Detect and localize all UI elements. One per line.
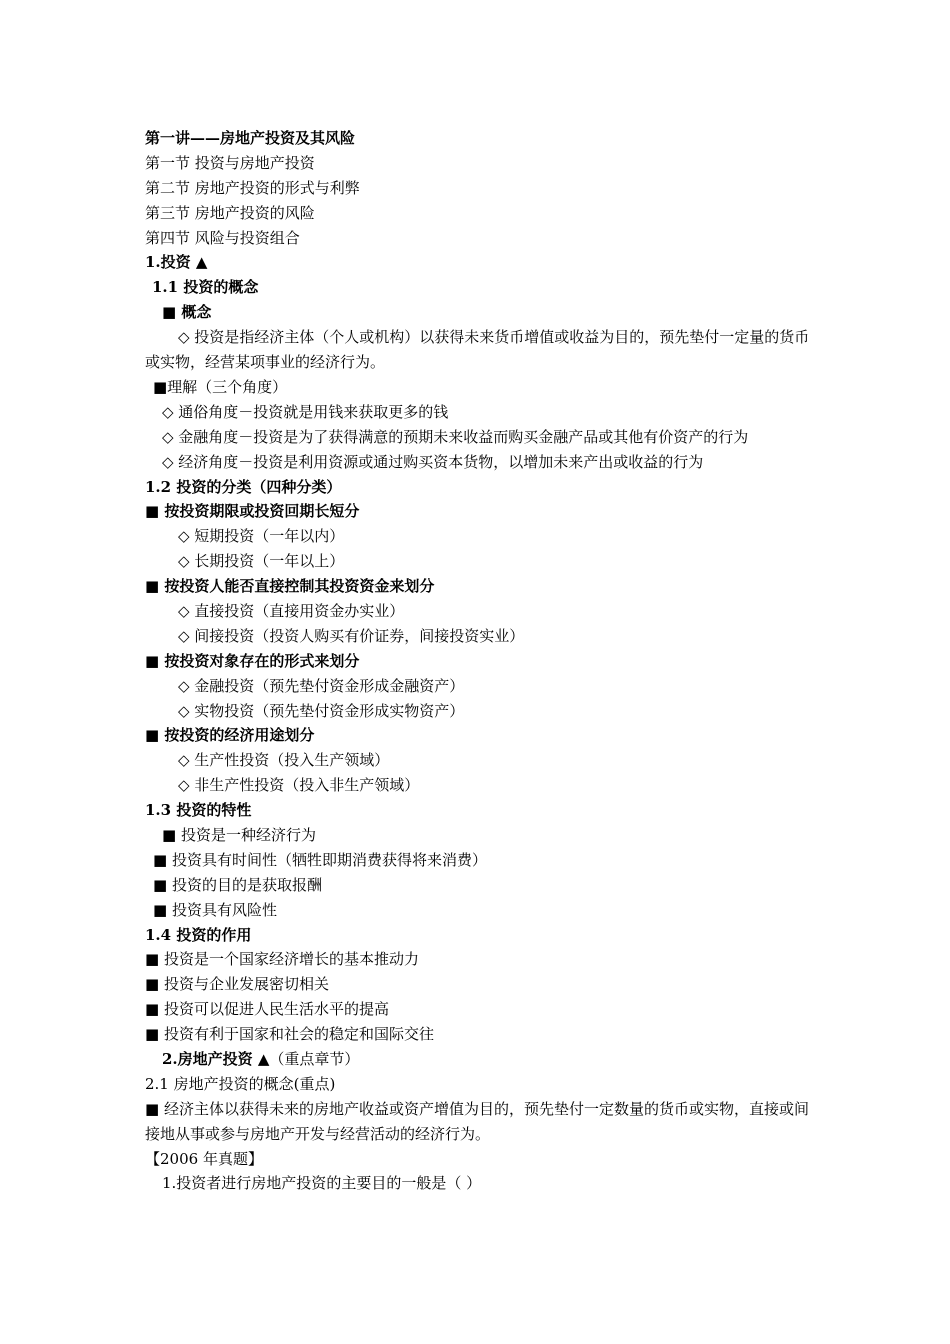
characteristic-item: ■ 投资具有风险性 [153, 900, 277, 919]
heading-1: 1.投资 ▲ [145, 253, 208, 272]
classification-item: ◇ 直接投资（直接用资金办实业） [178, 601, 405, 620]
exam-tag: 【2006 年真题】 [145, 1149, 263, 1168]
re-concept-paragraph: ■ 经济主体以获得未来的房地产收益或资产增值为目的，预先垫付一定数量的货币或实物，直接或间接地从事或参与房地产开发与经营活动的经济行为。 [145, 1099, 809, 1143]
classification-title: ■ 按投资人能否直接控制其投资资金来划分 [145, 577, 435, 596]
classification-item: ◇ 生产性投资（投入生产领域） [178, 751, 390, 770]
understanding-item: ◇ 金融角度－投资是为了获得满意的预期未来收益而购买金融产品或其他有价资产的行为 [162, 427, 749, 446]
understanding-heading: ■理解（三个角度） [153, 377, 288, 396]
understanding-item: ◇ 通俗角度－投资就是用钱来获取更多的钱 [162, 402, 449, 421]
classification-title: ■ 按投资的经济用途划分 [145, 726, 315, 745]
classification-item: ◇ 长期投资（一年以上） [178, 552, 345, 571]
characteristic-item: ■ 投资具有时间性（牺牲即期消费获得将来消费） [153, 850, 487, 869]
heading-2 [145, 1047, 825, 1072]
classification-title: ■ 按投资期限或投资回期长短分 [145, 502, 360, 521]
classification-item: ◇ 非生产性投资（投入非生产领域） [178, 776, 420, 795]
exam-question: 1.投资者进行房地产投资的主要目的一般是（ ） [162, 1174, 482, 1193]
concept-paragraph: ◇ 投资是指经济主体（个人或机构）以获得未来货币增值或收益为目的，预先垫付一定量的货币或实物，经营某项事业的经济行为。 [145, 328, 810, 372]
classification-title: ■ 按投资对象存在的形式来划分 [145, 651, 360, 670]
heading-2-title: 2.房地产投资 ▲ [162, 1050, 270, 1068]
heading-1-3: 1.3 投资的特性 [145, 801, 252, 820]
classification-item: ◇ 实物投资（预先垫付资金形成实物资产） [178, 701, 465, 720]
role-item: ■ 投资是一个国家经济增长的基本推动力 [145, 950, 419, 969]
classification-item: ◇ 短期投资（一年以内） [178, 527, 345, 546]
section-line: 第四节 风险与投资组合 [145, 228, 300, 247]
heading-1-2: 1.2 投资的分类（四种分类） [145, 477, 342, 496]
classification-item: ◇ 间接投资（投资人购买有价证券，间接投资实业） [178, 626, 525, 645]
role-item: ■ 投资可以促进人民生活水平的提高 [145, 1000, 389, 1019]
characteristic-item: ■ 投资的目的是获取报酬 [153, 875, 322, 894]
characteristic-item: ■ 投资是一种经济行为 [162, 825, 316, 844]
heading-1-1: 1.1 投资的概念 [152, 278, 259, 297]
concept-heading: ■ 概念 [162, 303, 212, 322]
understanding-item: ◇ 经济角度－投资是利用资源或通过购买资本货物，以增加未来产出或收益的行为 [162, 452, 704, 471]
document-body [145, 126, 825, 1196]
classification-item: ◇ 金融投资（预先垫付资金形成金融资产） [178, 676, 465, 695]
heading-2-note: （重点章节） [269, 1050, 360, 1068]
heading-2-1: 2.1 房地产投资的概念(重点) [145, 1074, 336, 1093]
section-line: 第二节 房地产投资的形式与利弊 [145, 178, 360, 197]
heading-1-4: 1.4 投资的作用 [145, 925, 252, 944]
role-item: ■ 投资有利于国家和社会的稳定和国际交往 [145, 1025, 434, 1044]
lecture-title: 第一讲——房地产投资及其风险 [145, 129, 356, 147]
section-line: 第一节 投资与房地产投资 [145, 153, 315, 172]
role-item: ■ 投资与企业发展密切相关 [145, 975, 329, 994]
section-line: 第三节 房地产投资的风险 [145, 203, 315, 222]
